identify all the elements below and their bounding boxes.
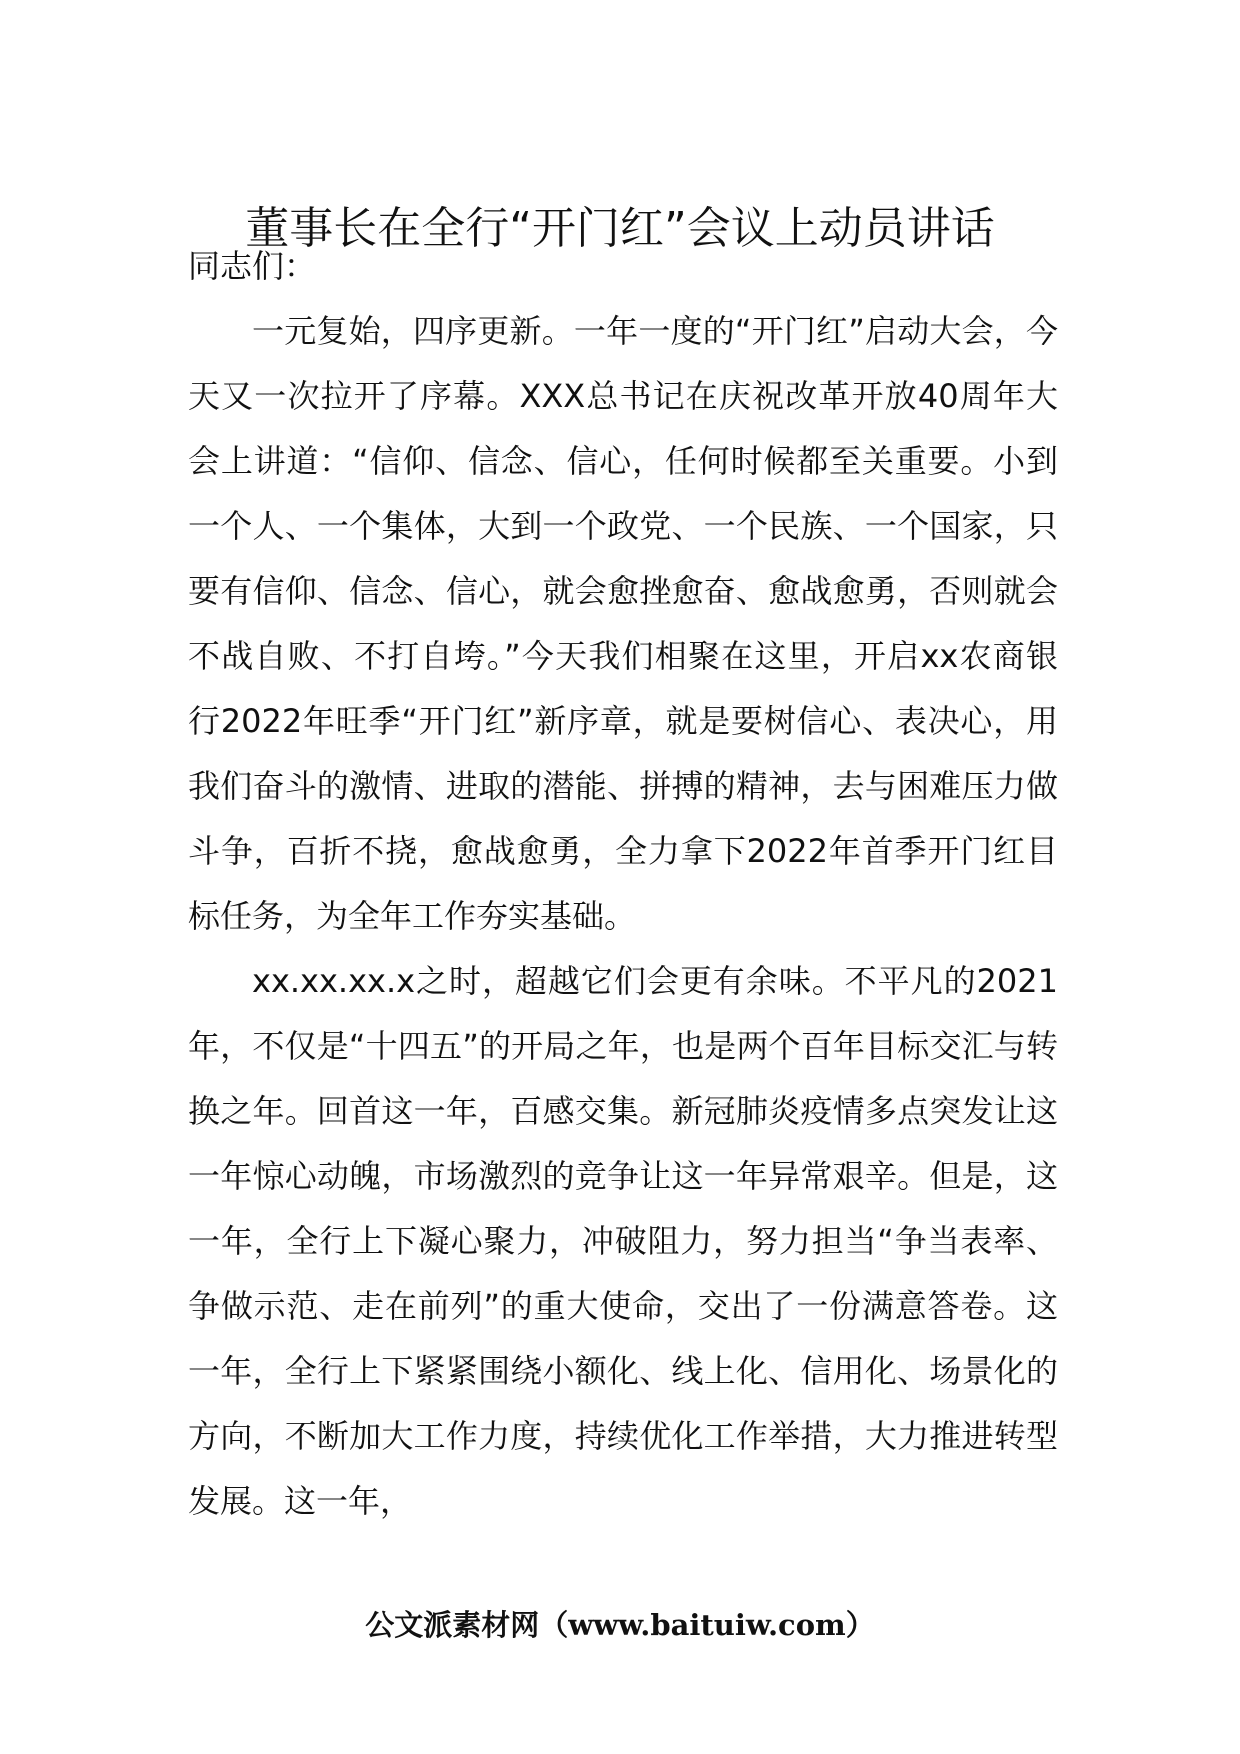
salutation: 同志们： bbox=[188, 247, 317, 285]
document-body bbox=[188, 234, 1058, 1534]
document-title: 董事长在全行“开门红”会议上动员讲话 bbox=[245, 203, 995, 255]
paragraph-1: 一元复始，四序更新。一年一度的“开门红”启动大会，今天又一次拉开了序幕。XXX总书记在庆祝改革开放40周年大会上讲道：“信仰、信念、信心，任何时候都至关重要。小到一个人、一个集体，大到一个政党、一个民族、一个国家，只要有信仰、信念、信心，就会愈挫愈奋、愈战愈勇，否则就会不战自败、不打自垮。”今天我们相聚在这里，开启xx农商银行2022年旺季“开门红”新序章，就是要树信心、表决心，用我们奋斗的激情、进取的潜能、拼搏的精神，去与困难压力做斗争，百折不挠，愈战愈勇，全力拿下2022年首季开门红目标任务，为全年工作夯实基础。 bbox=[188, 312, 1058, 935]
footer-source-text: 公文派素材网（www.baituiw.com） bbox=[365, 1608, 875, 1642]
paragraph-2: xx.xx.xx.x之时，超越它们会更有余味。不平凡的2021年，不仅是“十四五”的开局之年，也是两个百年目标交汇与转换之年。回首这一年，百感交集。新冠肺炎疫情多点突发让这一年惊心动魄，市场激烈的竞争让这一年异常艰辛。但是，这一年，全行上下凝心聚力，冲破阻力，努力担当“争当表率、争做示范、走在前列”的重大使命，交出了一份满意答卷。这一年，全行上下紧紧围绕小额化、线上化、信用化、场景化的方向，不断加大工作力度，持续优化工作举措，大力推进转型发展。这一年， bbox=[188, 962, 1058, 1520]
